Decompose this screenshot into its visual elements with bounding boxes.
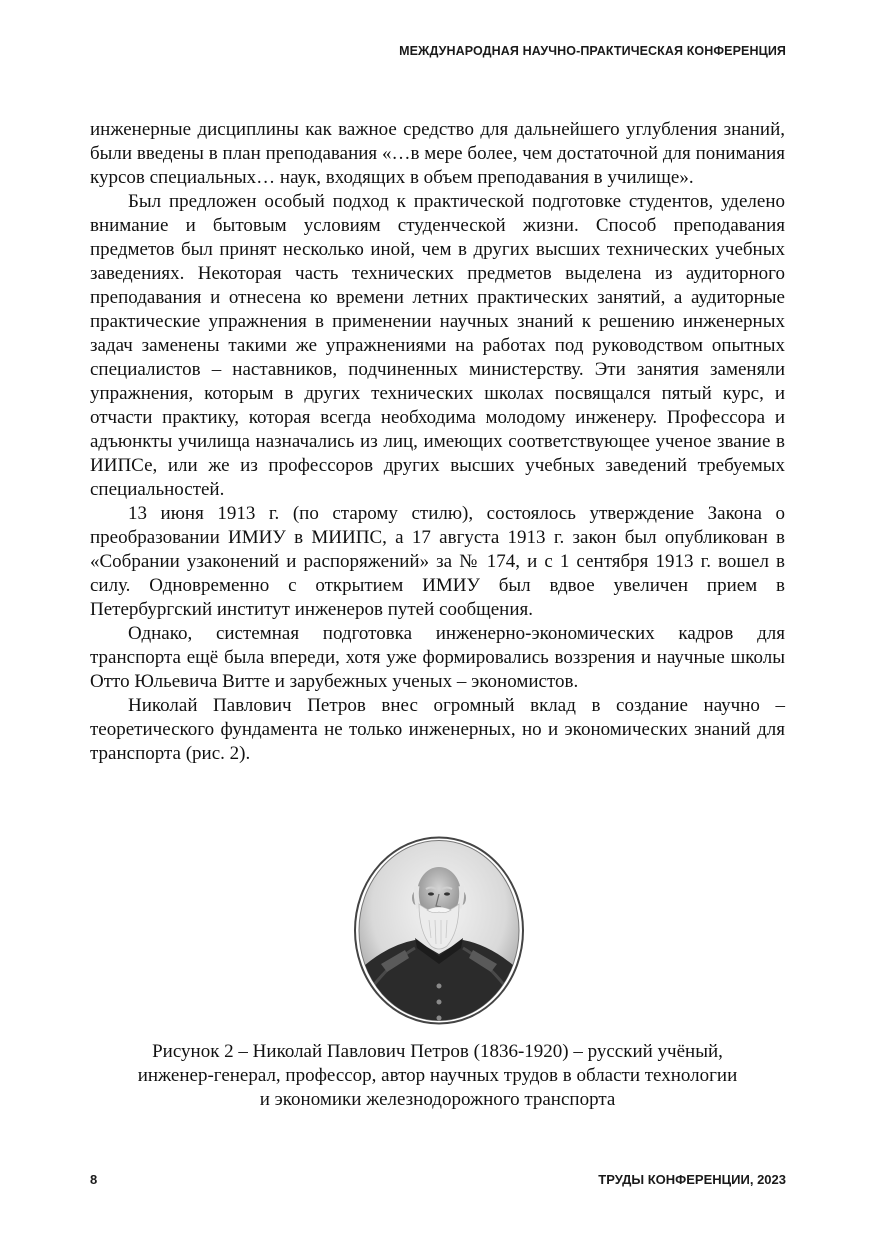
paragraph: Был предложен особый подход к практической подготовке студентов, уделено внимание и бытовым условиям студенческой жизни. Способ преподавания предметов был принят несколько иной, чем в других высших технических учебных заведениях. Некоторая часть технических предметов выделена из аудиторного преподавания и отнесена ко времени летних практических занятий, а аудиторные практические упражнения в применении научных знаний к решению инженерных задач заменены такими же упражнениями на работах под руководством опытных специалистов – наставников, подчиненных министерству. Эти занятия заменяли упражнения, которым в других технических школах посвящался пятый курс, и отчасти практику, которая всегда необходима молодому инженеру. Профессора и адъюнкты училища назначались из лиц, имеющих соответствующее ученое звание в ИИПСе, или же из профессоров других высших учебных заведений требуемых специальностей. [90, 191, 785, 500]
portrait-figure [353, 836, 525, 1025]
portrait-photo [353, 836, 525, 1025]
figure-caption [90, 1040, 785, 1112]
footer-title: ТРУДЫ КОНФЕРЕНЦИИ, 2023 [598, 1172, 786, 1187]
paragraph: Николай Павлович Петров внес огромный вклад в создание научно – теоретического фундамента не только инженерных, но и экономических знаний для транспорта (рис. 2). [90, 695, 785, 764]
caption-line: инженер-генерал, профессор, автор научных трудов в области технологии [137, 1065, 738, 1086]
page-number: 8 [90, 1172, 98, 1187]
paragraph: 13 июня 1913 г. (по старому стилю), состоялось утверждение Закона о преобразовании ИМИУ в МИИПС, а 17 августа 1913 г. закон был опубликован в «Собрании узаконений и распоряжений» за № 174, и с 1 сентября 1913 г. вошел в силу. Одновременно с открытием ИМИУ был вдвое увеличен прием в Петербургский институт инженеров путей сообщения. [90, 503, 785, 620]
article-body [90, 118, 785, 766]
paragraph: инженерные дисциплины как важное средство для дальнейшего углубления знаний, были введены в план преподавания «…в мере более, чем достаточной для понимания курсов специальных… наук, входящих в объем преподавания в училище». [90, 119, 785, 188]
paragraph: Однако, системная подготовка инженерно-экономических кадров для транспорта ещё была впереди, хотя уже формировались воззрения и научные школы Отто Юльевича Витте и зарубежных ученых – экономистов. [90, 623, 785, 692]
caption-line: и экономики железнодорожного транспорта [259, 1089, 616, 1110]
running-header: МЕЖДУНАРОДНАЯ НАУЧНО-ПРАКТИЧЕСКАЯ КОНФЕРЕНЦИЯ [399, 44, 786, 58]
caption-line: Рисунок 2 – Николай Павлович Петров (1836-1920) – русский учёный, [152, 1041, 723, 1062]
